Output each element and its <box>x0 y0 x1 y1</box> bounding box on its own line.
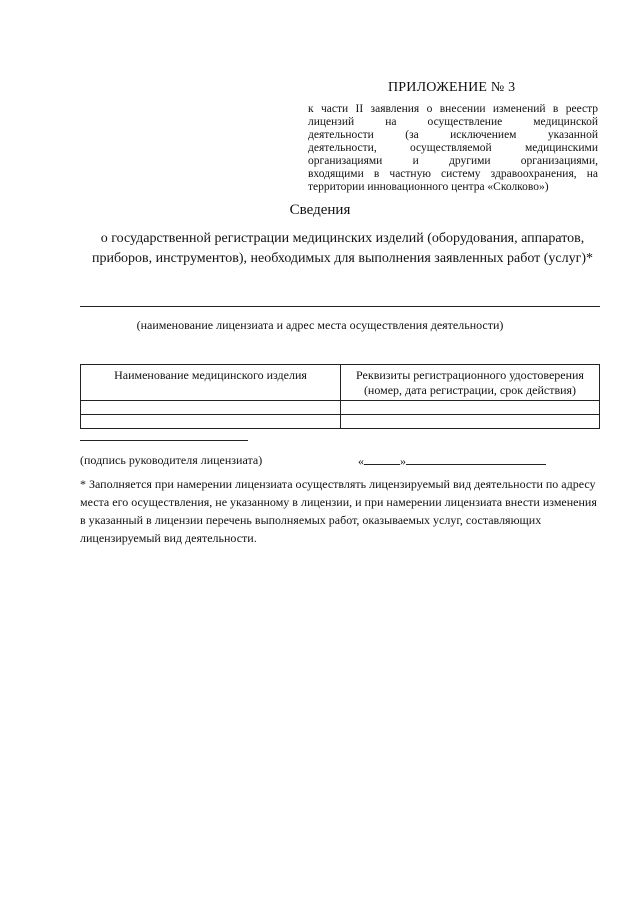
appendix-reference-line: лицензий на осуществление медицинской <box>308 116 598 128</box>
table-cell[interactable] <box>341 415 600 429</box>
table-row <box>81 415 600 429</box>
licensee-caption: (наименование лицензиата и адрес места осуществления деятельности) <box>136 318 504 332</box>
table-cell[interactable] <box>341 401 600 415</box>
appendix-title: ПРИЛОЖЕНИЕ № 3 <box>388 80 516 95</box>
appendix-reference-line: территории инновационного центра «Сколково») <box>308 181 549 193</box>
table-cell[interactable] <box>81 401 341 415</box>
table-row <box>81 401 600 415</box>
footnote: * Заполняется при намерении лицензиата осуществлять лицензируемый вид деятельности по адресу места его осуществления, не указанному в лицензии, и при намерении лицензиата внести изменения в указанный в лицензии перечень выполняемых работ, оказываемых услуг, составляющих лицензируемый вид деятельности. <box>80 477 597 545</box>
signature-line[interactable] <box>80 440 248 441</box>
table-header-row <box>81 365 600 401</box>
date-month-year-blank[interactable] <box>406 453 546 465</box>
table-cell[interactable] <box>81 415 341 429</box>
column-header-registration-details: Реквизиты регистрационного удостоверения (номер, дата регистрации, срок действия) <box>341 365 600 401</box>
date-close-quote: » <box>400 454 406 468</box>
devices-table <box>80 364 600 429</box>
signature-caption: (подпись руководителя лицензиата) <box>80 453 263 467</box>
licensee-input-line[interactable] <box>80 306 600 307</box>
date-field[interactable] <box>358 453 546 469</box>
column-header-device-name: Наименование медицинского изделия <box>81 365 341 401</box>
document-heading: Сведения <box>289 202 351 218</box>
appendix-reference-line: деятельности (за исключением указанной <box>308 129 598 141</box>
date-day-blank[interactable] <box>364 453 400 465</box>
appendix-reference <box>308 103 598 194</box>
appendix-reference-line: к части II заявления о внесении изменений в реестр <box>308 103 598 115</box>
document-subheading: о государственной регистрации медицинских изделий (оборудования, аппаратов, приборов, инструментов), необходимых для выполнения заявленных работ (услуг)* <box>91 231 594 266</box>
appendix-reference-line: входящими в частную систему здравоохранения, на <box>308 168 598 180</box>
appendix-reference-line: организациями и другими организациями, <box>308 155 598 167</box>
date-open-quote: « <box>358 454 364 468</box>
appendix-reference-line: деятельности, осуществляемой медицинскими <box>308 142 598 154</box>
